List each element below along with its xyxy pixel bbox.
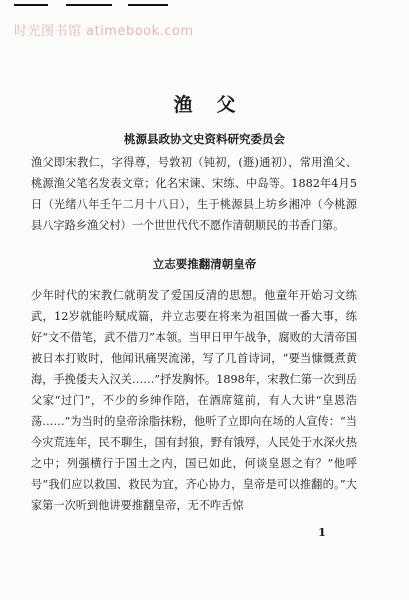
author-line: 桃源县政协文史资料研究委员会	[124, 132, 285, 146]
top-rule-2	[66, 4, 112, 6]
top-rule-3	[128, 4, 168, 6]
page-number: 1	[318, 525, 327, 539]
watermark: 时光图书馆 atimebook.com	[14, 24, 194, 39]
body-paragraph: 少年时代的宋教仁就萌发了爱国反清的思想。他童年开始习文练武，12岁就能吟赋成篇，并立志要在将来为祖国做一番大事，练好“文不借笔，武不借刀”本领。当甲日甲午战争，腐败的大清帝国被日本打败时，他闻讯痛哭流涕，写了几首诗词，“要当慷慨煮黄海，手挽倭夫入汉关……”抒发胸怀。1898年，宋教仁第一次到岳父家“过门”，不少的乡绅作陪，在酒席筵前，有人大讲“皇恩浩荡……”为当时的皇帝涂脂抹粉，他听了立即向在场的人宣传：“当今灾荒连年，民不聊生，国有封狼，野有饿殍，人民处于水深火热之中；列强横行于国土之内，国已如此，何谈皇恩之有？”他呼号“我们应以救国、救民为宜，齐心协力，皇帝是可以推翻的。”大家第一次听到他讲要推翻皇帝，无不咋舌惊	[31, 289, 357, 512]
section-heading: 立志要推翻清朝皇帝	[152, 257, 257, 271]
intro-paragraph: 渔父即宋教仁，字得尊，号敦初（钝初，(遯)通初），常用渔父、桃源渔父笔名发表文章；化名宋谏、宋练、中岛等。1882年4月5日（光绪八年壬午二月十八日），生于桃源县上坊乡湘冲（今桃源县八字路乡渔父村）一个世世代代不愿作清朝顺民的书香门第。	[31, 156, 357, 232]
page-title: 渔父	[173, 94, 260, 116]
top-rule-1	[14, 4, 48, 6]
